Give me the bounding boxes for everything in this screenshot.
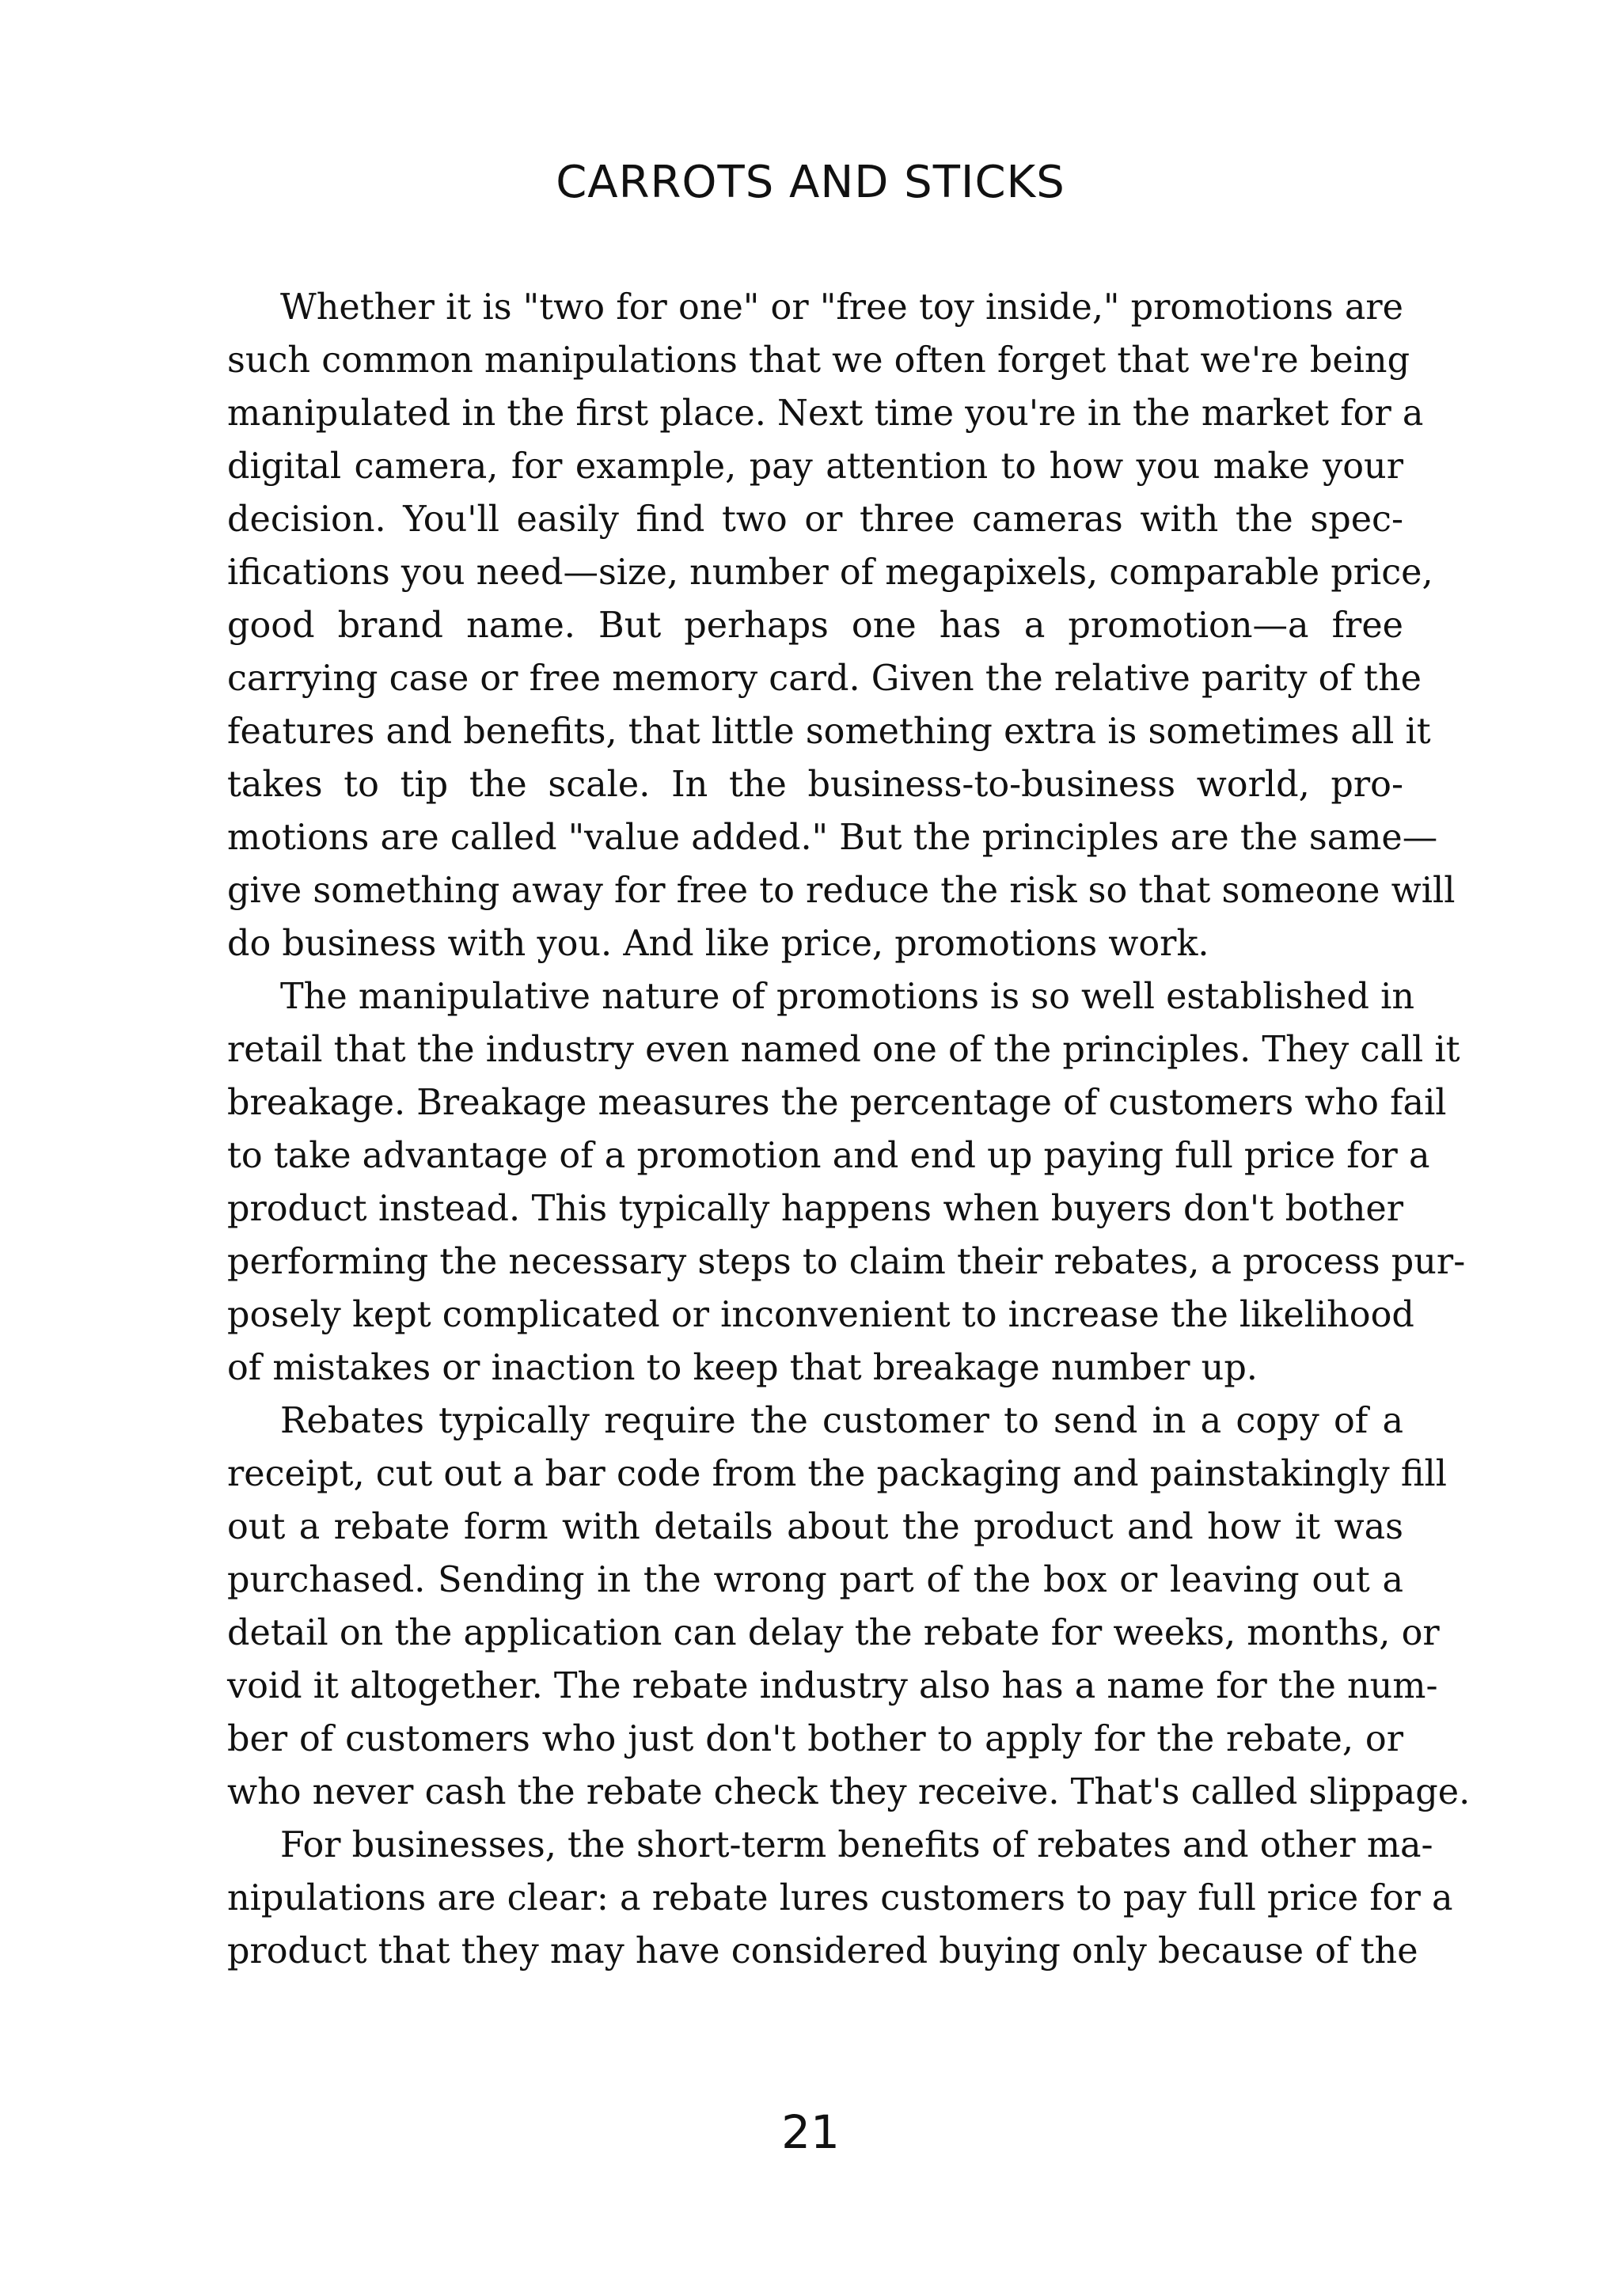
text-line: product instead. This typically happens when buyers don't bother: [227, 1189, 1403, 1229]
text-line: good brand name. But perhaps one has a promotion—a free: [227, 605, 1403, 646]
text-line: Rebates typically require the customer to send in a copy of a: [280, 1401, 1403, 1441]
paragraph-4: [227, 1819, 1453, 1978]
page-number: 21: [781, 2105, 840, 2159]
text-line: Whether it is "two for one" or "free toy inside," promotions are: [280, 287, 1403, 328]
text-line: takes to tip the scale. In the business-to-business world, pro-: [227, 765, 1403, 805]
text-line: features and benefits, that little something extra is sometimes all it: [227, 712, 1431, 752]
text-line: decision. You'll easily find two or three cameras with the spec-: [227, 499, 1403, 540]
text-line: carrying case or free memory card. Given the relative parity of the: [227, 658, 1422, 699]
text-line: who never cash the rebate check they receive. That's called slippage.: [227, 1772, 1471, 1812]
text-line: breakage. Breakage measures the percentage of customers who fail: [227, 1083, 1447, 1123]
paragraph-1: [227, 281, 1456, 970]
running-head: CARROTS AND STICKS: [556, 157, 1065, 208]
text-line: product that they may have considered buying only because of the: [227, 1931, 1418, 1972]
text-line: out a rebate form with details about the product and how it was: [227, 1507, 1403, 1547]
paragraph-2: [227, 970, 1466, 1395]
text-line: manipulated in the first place. Next time you're in the market for a: [227, 393, 1424, 434]
text-line: ifications you need—size, number of megapixels, comparable price,: [227, 552, 1433, 593]
text-line: such common manipulations that we often forget that we're being: [227, 340, 1410, 381]
text-line: The manipulative nature of promotions is so well established in: [280, 977, 1414, 1017]
text-line: give something away for free to reduce the risk so that someone will: [227, 871, 1456, 911]
text-line: For businesses, the short-term benefits of rebates and other ma-: [280, 1825, 1433, 1865]
text-line: do business with you. And like price, promotions work.: [227, 924, 1209, 964]
text-line: receipt, cut out a bar code from the packaging and painstakingly fill: [227, 1454, 1447, 1494]
text-line: performing the necessary steps to claim their rebates, a process pur-: [227, 1242, 1466, 1282]
text-line: to take advantage of a promotion and end up paying full price for a: [227, 1136, 1430, 1176]
text-line: of mistakes or inaction to keep that breakage number up.: [227, 1348, 1258, 1388]
text-line: motions are called "value added." But the principles are the same—: [227, 818, 1438, 858]
text-line: detail on the application can delay the rebate for weeks, months, or: [227, 1613, 1440, 1653]
paragraph-3: [227, 1395, 1471, 1819]
text-line: nipulations are clear: a rebate lures customers to pay full price for a: [227, 1878, 1453, 1918]
text-line: ber of customers who just don't bother to apply for the rebate, or: [227, 1719, 1403, 1759]
text-line: digital camera, for example, pay attention to how you make your: [227, 446, 1403, 487]
text-line: void it altogether. The rebate industry also has a name for the num-: [227, 1666, 1438, 1706]
text-line: posely kept complicated or inconvenient to increase the likelihood: [227, 1295, 1414, 1335]
text-line: purchased. Sending in the wrong part of the box or leaving out a: [227, 1560, 1403, 1600]
body-text: [227, 281, 1471, 1978]
text-line: retail that the industry even named one of the principles. They call it: [227, 1030, 1460, 1070]
